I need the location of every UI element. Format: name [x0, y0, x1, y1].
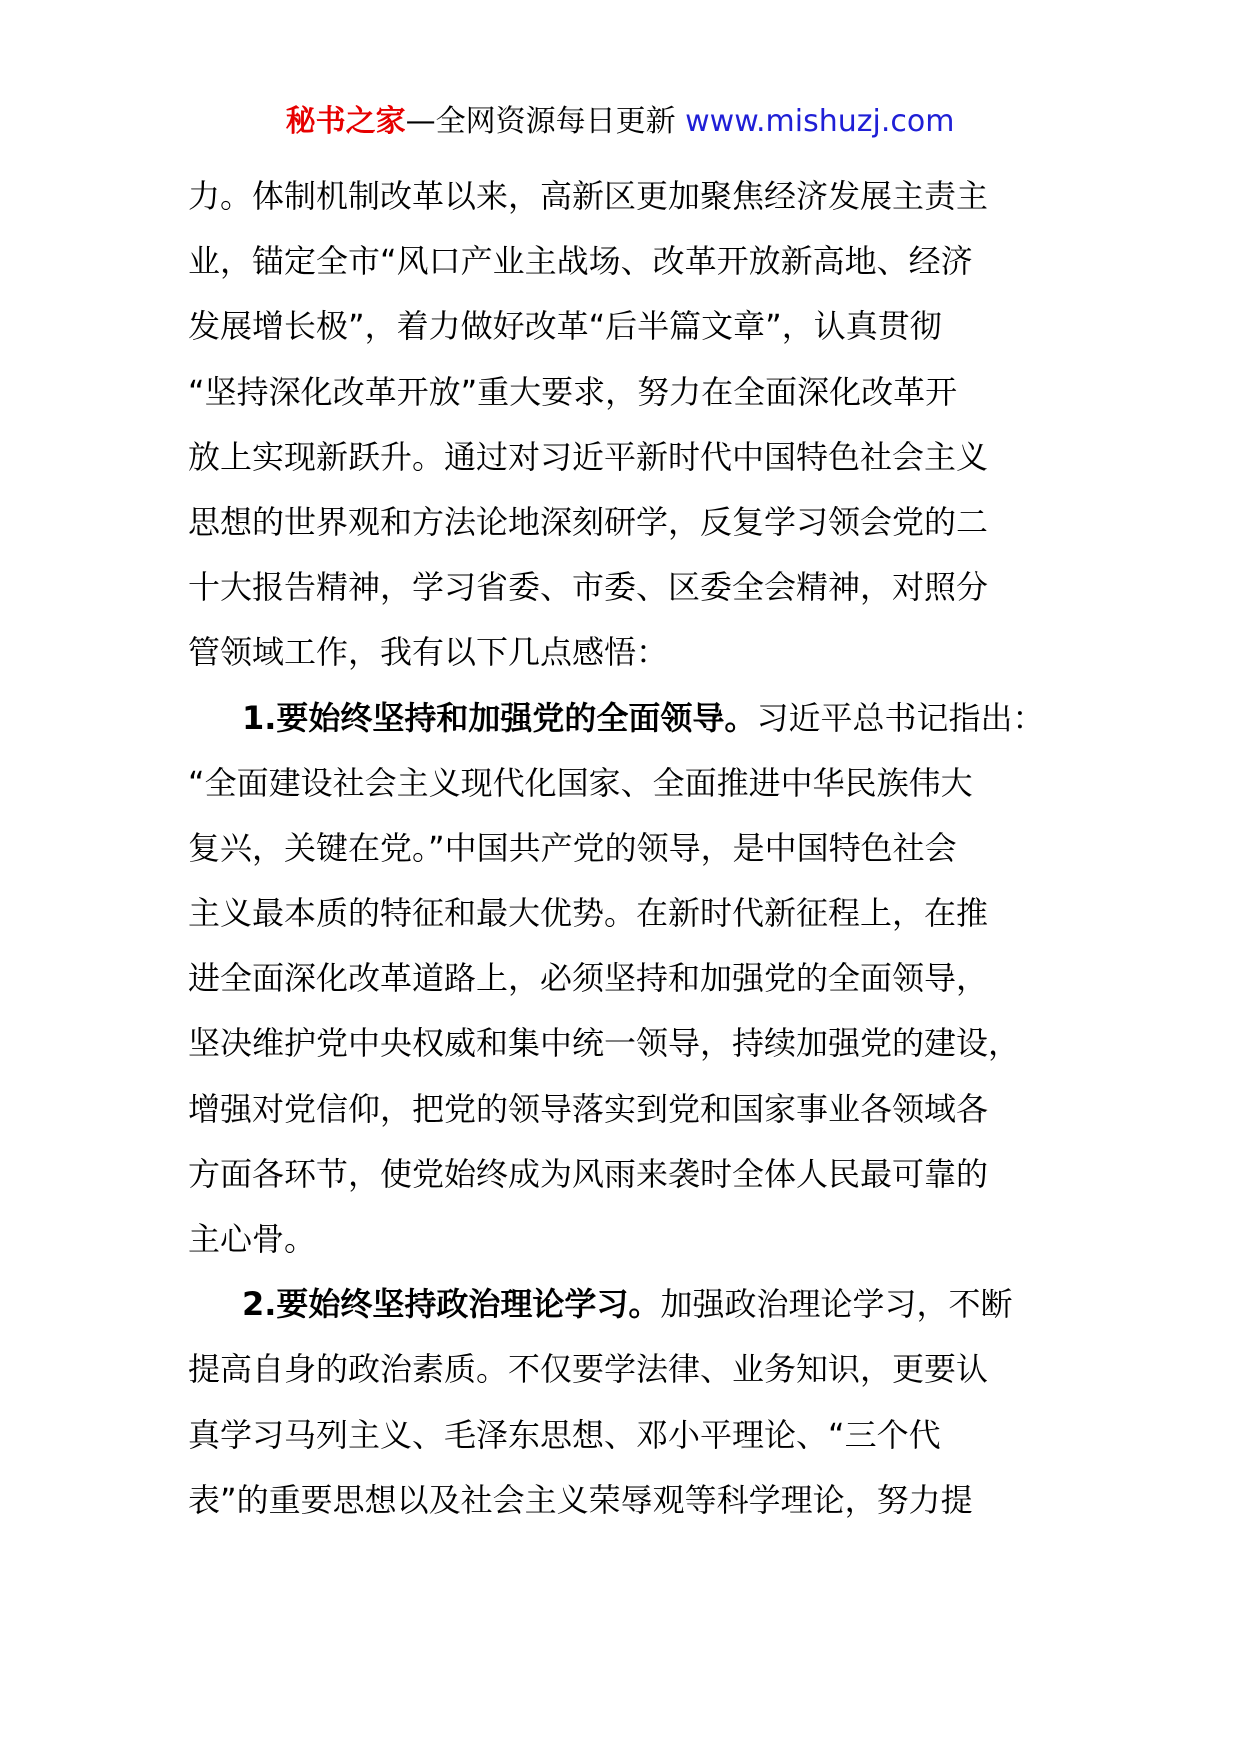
text-line: 发展增长极”，着力做好改革“后半篇文章”，认真贯彻 [188, 307, 942, 346]
point-2-paragraph [188, 1272, 1052, 1533]
intro-paragraph [188, 164, 1052, 686]
header-tagline: —全网资源每日更新 [405, 104, 686, 139]
site-header [0, 102, 1240, 142]
site-url-link[interactable]: www.mishuzj.com [685, 104, 955, 139]
text-line: “全面建设社会主义现代化国家、全面推进中华民族伟大 [188, 763, 973, 802]
text-line: 业，锚定全市“风口产业主战场、改革开放新高地、经济 [188, 242, 973, 281]
text-line: 方面各环节，使党始终成为风雨来袭时全体人民最可靠的 [188, 1154, 989, 1193]
point-1-first-line [188, 686, 1052, 751]
text-line: 复兴，关键在党。”中国共产党的领导，是中国特色社会 [188, 828, 957, 867]
text-line: 主心骨。 [188, 1220, 317, 1258]
text-line: “坚持深化改革开放”重大要求，努力在全面深化改革开 [188, 372, 958, 411]
text-line: 思想的世界观和方法论地深刻研学，反复学习领会党的二 [188, 502, 989, 541]
text-line: 坚决维护党中央权威和集中统一领导，持续加强党的建设， [188, 1024, 1021, 1063]
text-line: 放上实现新跃升。通过对习近平新时代中国特色社会主义 [188, 437, 989, 476]
point-2-lead: 加强政治理论学习，不断 [660, 1285, 1013, 1324]
text-line: 增强对党信仰，把党的领导落实到党和国家事业各领域各 [188, 1089, 989, 1128]
text-line: 进全面深化改革道路上，必须坚持和加强党的全面领导， [188, 959, 989, 998]
text-line: 十大报告精神，学习省委、市委、区委全会精神，对照分 [188, 568, 989, 607]
point-2-heading: 2.要始终坚持政治理论学习。 [242, 1285, 661, 1324]
brand-name: 秘书之家 [285, 104, 406, 139]
text-line: 管领域工作，我有以下几点感悟： [188, 633, 669, 672]
text-line: 主义最本质的特征和最大优势。在新时代新征程上，在推 [188, 894, 989, 933]
point-2-first-line [188, 1272, 1052, 1337]
point-1-heading: 1.要始终坚持和加强党的全面领导。 [242, 698, 757, 737]
text-line: 真学习马列主义、毛泽东思想、邓小平理论、“三个代 [188, 1415, 941, 1454]
point-1-lead: 习近平总书记指出： [756, 698, 1045, 737]
text-line: 力。体制机制改革以来，高新区更加聚焦经济发展主责主 [188, 177, 989, 215]
text-line: 提高自身的政治素质。不仅要学法律、业务知识，更要认 [188, 1350, 989, 1389]
text-line: 表”的重要思想以及社会主义荣辱观等科学理论，努力提 [188, 1480, 973, 1519]
point-1-paragraph [188, 686, 1052, 1273]
document-body [188, 164, 1052, 1533]
